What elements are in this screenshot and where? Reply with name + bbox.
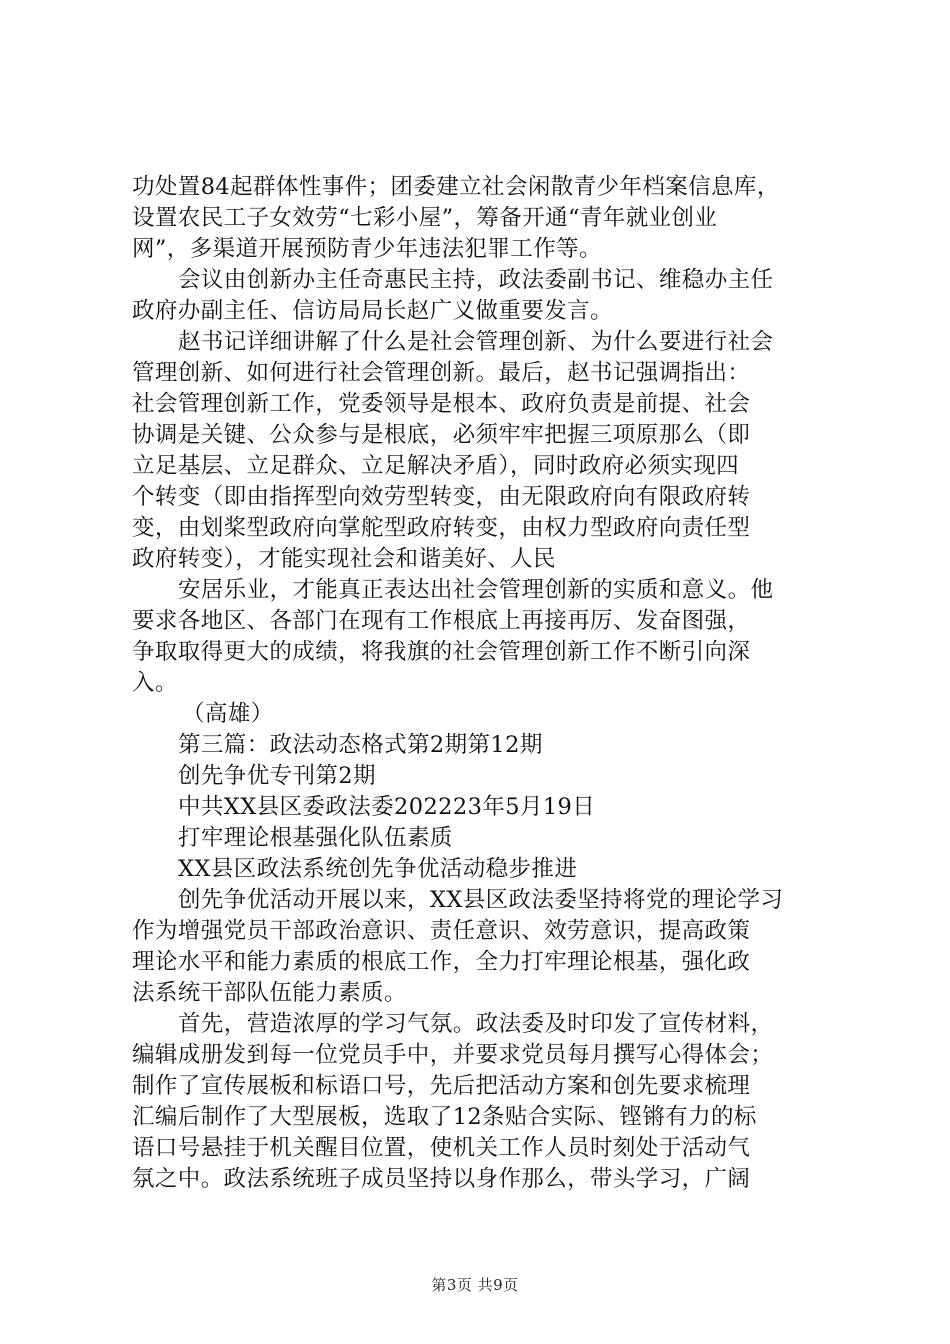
text-line: 编辑成册发到每一位党员手中，并要求党员每月撰写心得体会；: [132, 1042, 774, 1068]
text-line: 制作了宣传展板和标语口号，先后把活动方案和创先要求梳理: [132, 1073, 751, 1099]
text-line: 作为增强党员干部政治意识、责任意识、效劳意识，提高政策: [132, 918, 751, 944]
text-line: 个转变（即由指挥型向效劳型转变，由无限政府向有限政府转: [132, 484, 751, 510]
text-line: 立足基层、立足群众、立足解决矛盾），同时政府必须实现四: [132, 453, 740, 479]
text-line: 法系统干部队伍能力素质。: [132, 980, 407, 1006]
text-line: 争取取得更大的成绩，将我旗的社会管理创新工作不断引向深: [132, 639, 751, 665]
text-line: 社会管理创新工作，党委领导是根本、政府负责是前提、社会: [132, 391, 751, 417]
document-body: [132, 172, 832, 1195]
paragraph-start: 赵书记详细讲解了什么是社会管理创新、为什么要进行社会: [178, 329, 774, 355]
paragraph-start: 首先，营造浓厚的学习气氛。政法委及时印发了宣传材料，: [178, 1011, 774, 1037]
text-line: 汇编后制作了大型展板，选取了12条贴合实际、铿锵有力的标: [132, 1104, 757, 1130]
issuer-date-line: 中共XX县区委政法委202223年5月19日: [178, 794, 596, 820]
text-line: 入。: [132, 670, 178, 696]
text-line: 设置农民工子女效劳“七彩小屋”，筹备开通“青年就业创业: [132, 205, 718, 231]
section-heading: 第三篇：政法动态格式第2期第12期: [178, 732, 543, 758]
paragraph-start: 创先争优活动开展以来，XX县区政法委坚持将党的理论学习: [178, 887, 784, 913]
paragraph-start: 安居乐业，才能真正表达出社会管理创新的实质和意义。他: [178, 577, 774, 603]
text-line: 理论水平和能力素质的根底工作，全力打牢理论根基，强化政: [132, 949, 751, 975]
paragraph-start: 会议由创新办主任奇惠民主持，政法委副书记、维稳办主任: [178, 267, 774, 293]
text-line: 语口号悬挂于机关醒目位置，使机关工作人员时刻处于活动气: [132, 1135, 751, 1161]
text-line: 变，由划桨型政府向掌舵型政府转变，由权力型政府向责任型: [132, 515, 751, 541]
text-line: 协调是关键、公众参与是根底，必须牢牢把握三项原那么（即: [132, 422, 751, 448]
author-note: （高雄）: [182, 701, 274, 727]
text-line: 氛之中。政法系统班子成员坚持以身作那么，带头学习，广阔: [132, 1166, 751, 1192]
page-number-footer: 第3页 共9页: [431, 1276, 519, 1294]
text-line: 管理创新、如何进行社会管理创新。最后，赵书记强调指出：: [132, 360, 751, 386]
text-line: 政府办副主任、信访局局长赵广义做重要发言。: [132, 298, 613, 324]
text-line: 要求各地区、各部门在现有工作根底上再接再厉、发奋图强，: [132, 608, 751, 634]
text-line: 政府转变），才能实现社会和谐美好、人民: [132, 546, 556, 572]
text-line: 网”，多渠道开展预防青少年违法犯罪工作等。: [132, 236, 602, 262]
article-title: 打牢理论根基强化队伍素质: [178, 825, 453, 851]
text-line: 功处置84起群体性事件；团委建立社会闲散青少年档案信息库，: [132, 174, 780, 200]
issue-subtitle: 创先争优专刊第2期: [178, 763, 376, 789]
article-subtitle: XX县区政法系统创先争优活动稳步推进: [178, 856, 578, 882]
